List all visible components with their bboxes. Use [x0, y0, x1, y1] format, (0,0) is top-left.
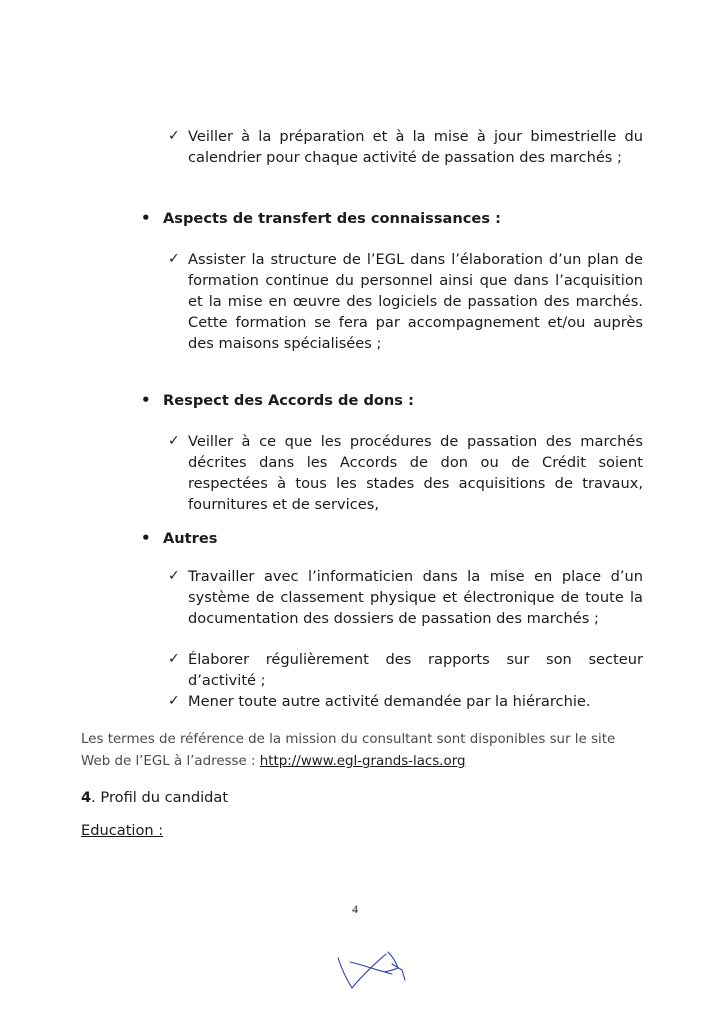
bullet-icon: •: [141, 529, 151, 547]
list-item: [168, 691, 643, 712]
list-item: [168, 126, 643, 168]
section-heading: [141, 528, 218, 549]
signature-drawing: [332, 940, 412, 995]
list-item: [168, 566, 643, 629]
terms-note: [81, 729, 641, 773]
list-item-text: Élaborer régulièrement des rapports sur son secteur d’activité ;: [188, 651, 643, 689]
terms-note-text: Les termes de référence de la mission du consultant sont disponibles sur le site Web de l’EGL à l’adresse :: [81, 732, 616, 769]
section-title-text: . Profil du candidat: [91, 789, 229, 806]
section-heading-text: Aspects de transfert des connaissances :: [163, 210, 501, 227]
section-heading-text: Respect des Accords de dons :: [163, 392, 414, 409]
check-mark-icon: ✓: [168, 251, 180, 267]
list-item: [168, 431, 643, 515]
check-mark-icon: ✓: [168, 693, 180, 709]
section-heading: [141, 390, 414, 411]
page-number: 4: [352, 902, 358, 916]
check-mark-icon: ✓: [168, 128, 180, 144]
check-mark-icon: ✓: [168, 568, 180, 584]
section-number: 4: [81, 789, 92, 806]
section-heading: [141, 208, 501, 229]
list-item: [168, 249, 643, 354]
bullet-icon: •: [141, 209, 151, 227]
section-title: [81, 789, 228, 806]
education-subheading: Education :: [81, 822, 164, 839]
list-item: [168, 649, 643, 691]
section-heading-text: Autres: [163, 530, 218, 547]
check-mark-icon: ✓: [168, 433, 180, 449]
website-link[interactable]: http://www.egl-grands-lacs.org: [259, 754, 466, 769]
list-item-text: Veiller à la préparation et à la mise à jour bimestrielle du calendrier pour chaque activité de passation des marchés ;: [188, 128, 643, 166]
list-item-text: Assister la structure de l’EGL dans l’élaboration d’un plan de formation continue du personnel ainsi que dans l’acquisition et la mise en œuvre des logiciels de passation des marchés. Cette formation se fera par accompagnement et/ou auprès des maisons spécialisées ;: [188, 251, 643, 352]
list-item-text: Mener toute autre activité demandée par la hiérarchie.: [188, 693, 591, 710]
bullet-icon: •: [141, 391, 151, 409]
signature-initials: [332, 940, 412, 999]
check-mark-icon: ✓: [168, 651, 180, 667]
list-item-text: Travailler avec l’informaticien dans la mise en place d’un système de classement physique et électronique de toute la documentation des dossiers de passation des marchés ;: [188, 568, 643, 627]
list-item-text: Veiller à ce que les procédures de passation des marchés décrites dans les Accords de don ou de Crédit soient respectées à tous les stades des acquisitions de travaux, fournitures et de services,: [188, 433, 643, 513]
